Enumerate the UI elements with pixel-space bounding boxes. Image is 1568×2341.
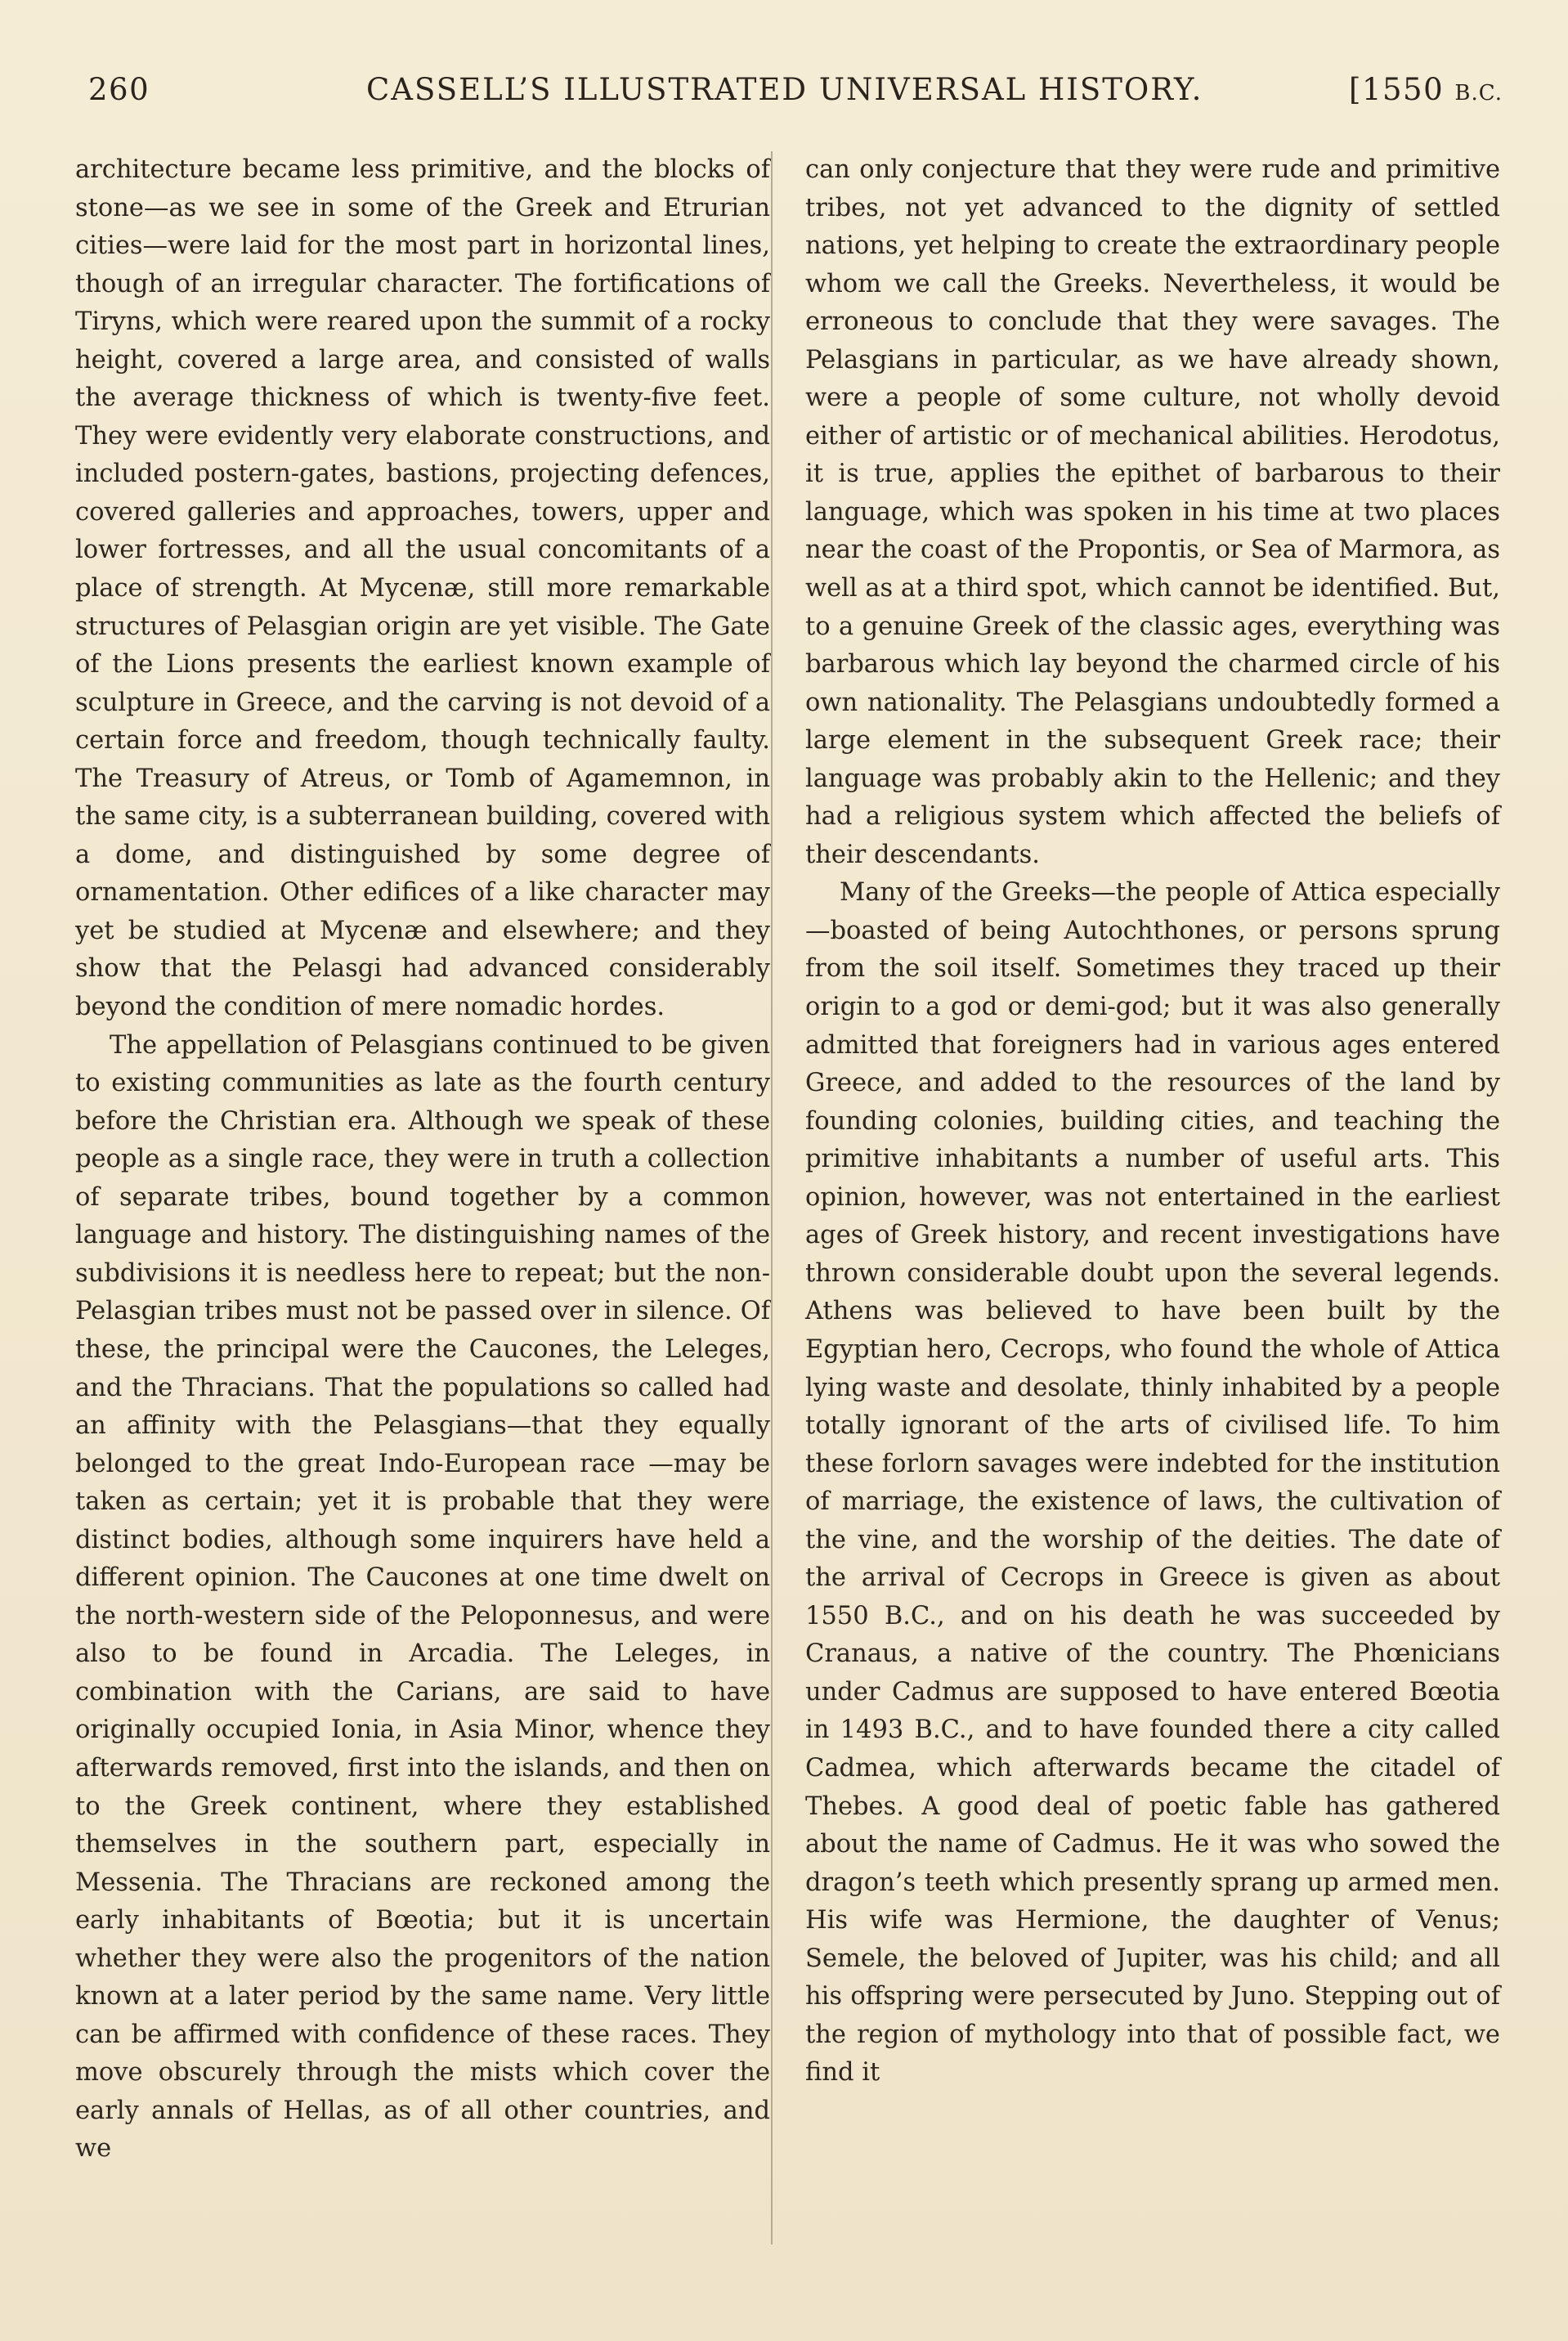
right-paragraph-1: can only conjecture that they were rude and primitive tribes, not yet advanced to the dignity of settled nations, yet helping to create the extraordinary people whom we call the Greeks. Nevertheless, it would be erroneous to conclude that they were savages. The Pelasgians in particular, as we have already shown, were a people of some culture, not wholly devoid either of artistic or of mechanical abilities. Herodotus, it is true, applies the epithet of barbarous to their language, which was spoken in his time at two places near the coast of the Propontis, or Sea of Marmora, as well as at a third spot, which cannot be identified. But, to a genuine Greek of the classic ages, everything was barbarous which lay beyond the charmed circle of his own nationality. The Pelasgians undoubtedly formed a large element in the subsequent Greek race; their language was probably akin to the Hellenic; and they had a religious system which affected the beliefs of their descendants. xyxy=(805,155,1500,869)
left-paragraph-2: The appellation of Pelasgians continued to be given to existing communities as late as the fourth century before the Christian era. Although we speak of these people as a single race, they were in truth a collection of separate tribes, bound together by a common language and history. The distinguishing names of the subdivisions it is needless here to repeat; but the non-Pelasgian tribes must not be passed over in silence. Of these, the principal were the Caucones, the Leleges, and the Thracians. That the populations so called had an affinity with the Pelasgians—that they equally belonged to the great Indo-European race —may be taken as certain; yet it is probable that they were distinct bodies, although some inquirers have held a different opinion. The Caucones at one time dwelt on the north-western side of the Peloponnesus, and were also to be found in Arcadia. The Leleges, in combination with the Carians, are said to have originally occupied Ionia, in Asia Minor, whence they afterwards removed, first into the islands, and then on to the Greek continent, where they established themselves in the southern part, especially in Messenia. The Thracians are reckoned among the early inhabitants of Bœotia; but it is uncertain whether they were also the progenitors of the nation known at a later period by the same name. Very little can be affirmed with confidence of these races. They move obscurely through the mists which cover the early annals of Hellas, as of all other countries, and we xyxy=(75,1030,770,2164)
column-divider xyxy=(771,151,773,2245)
date-marker xyxy=(1349,72,1503,107)
running-head xyxy=(88,72,1503,121)
left-column xyxy=(75,151,770,2168)
page-number: 260 xyxy=(88,72,150,107)
left-paragraph-1: architecture became less primitive, and the blocks of stone—as we see in some of the Greek and Etrurian cities—were laid for the most part in horizontal lines, though of an irregular character. The fortifications of Tiryns, which were reared upon the summit of a rocky height, covered a large area, and consisted of walls the average thickness of which is twenty-five feet. They were evidently very elaborate constructions, and included postern-gates, bastions, projecting defences, covered galleries and approaches, towers, upper and lower fortresses, and all the usual concomitants of a place of strength. At Mycenæ, still more remarkable structures of Pelasgian origin are yet visible. The Gate of the Lions presents the earliest known example of sculpture in Greece, and the carving is not devoid of a certain force and freedom, though technically faulty. The Treasury of Atreus, or Tomb of Agamemnon, in the same city, is a subterranean building, covered with a dome, and distinguished by some degree of ornamentation. Other edifices of a like character may yet be studied at Mycenæ and elsewhere; and they show that the Pelasgi had advanced considerably beyond the condition of mere nomadic hordes. xyxy=(75,155,770,1022)
date-era: B.C. xyxy=(1454,81,1503,105)
date-prefix: [1550 xyxy=(1349,72,1445,107)
book-title: CASSELL’S ILLUSTRATED UNIVERSAL HISTORY. xyxy=(366,72,1203,107)
right-paragraph-2: Many of the Greeks—the people of Attica especially—boasted of being Autochthones, or persons sprung from the soil itself. Sometimes they traced up their origin to a god or demi-god; but it was also generally admitted that foreigners had in various ages entered Greece, and added to the resources of the land by founding colonies, building cities, and teaching the primitive inhabitants a number of useful arts. This opinion, however, was not entertained in the earliest ages of Greek history, and recent investigations have thrown considerable doubt upon the several legends. Athens was believed to have been built by the Egyptian hero, Cecrops, who found the whole of Attica lying waste and desolate, thinly inhabited by a people totally ignorant of the arts of civilised life. To him these forlorn savages were indebted for the institution of marriage, the existence of laws, the cultivation of the vine, and the worship of the deities. The date of the arrival of Cecrops in Greece is given as about 1550 B.C., and on his death he was succeeded by Cranaus, a native of the country. The Phœnicians under Cadmus are supposed to have entered Bœotia in 1493 B.C., and to have founded there a city called Cadmea, which afterwards became the citadel of Thebes. A good deal of poetic fable has gathered about the name of Cadmus. He it was who sowed the dragon’s teeth which presently sprang up armed men. His wife was Hermione, the daughter of Venus; Semele, the beloved of Jupiter, was his child; and all his offspring were persecuted by Juno. Stepping out of the region of mythology into that of possible fact, we find it xyxy=(805,878,1500,2088)
right-column xyxy=(805,151,1500,2092)
